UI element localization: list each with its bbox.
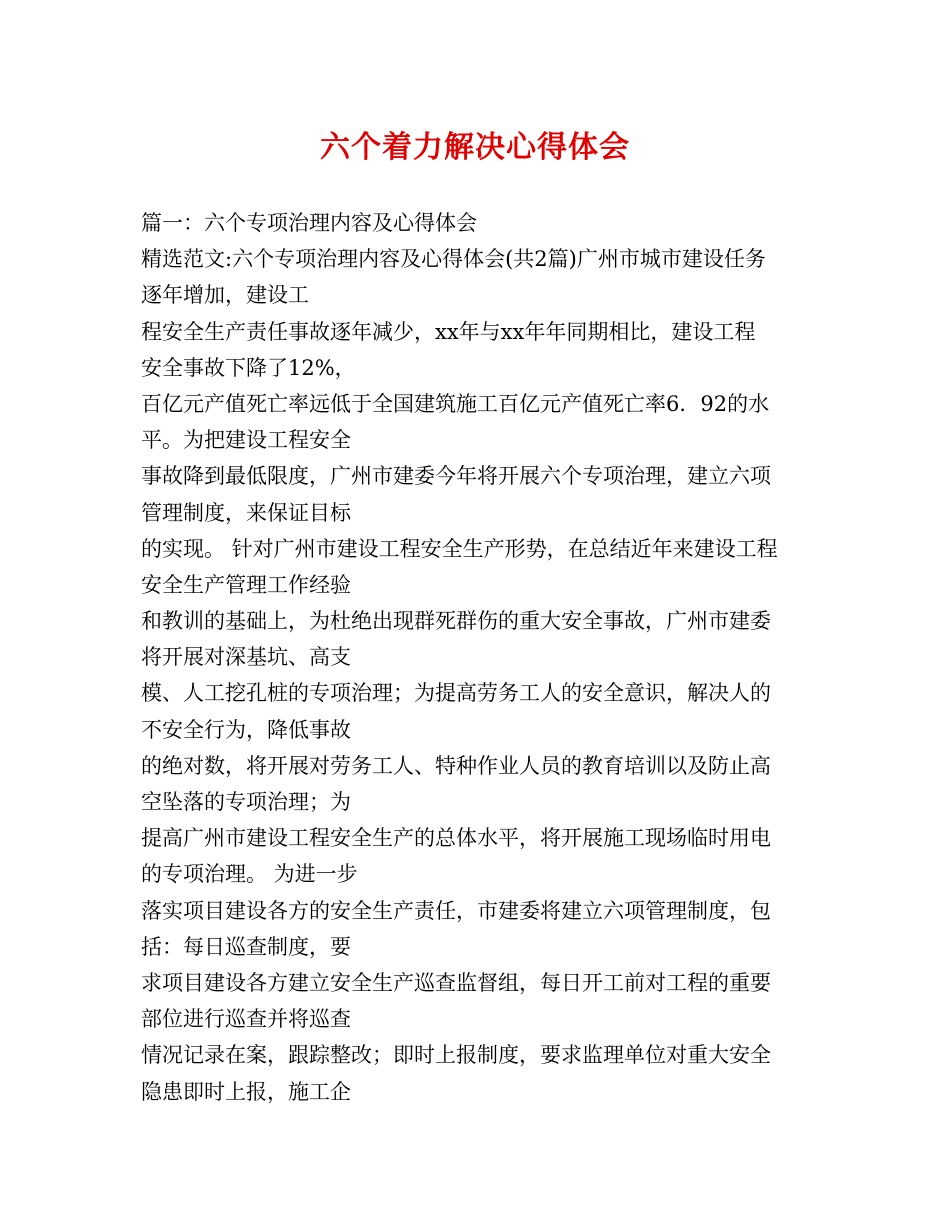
body-line: 篇一：六个专项治理内容及心得体会 — [141, 211, 477, 235]
body-line: 逐年增加，建设工 — [141, 283, 309, 308]
body-line: 空坠落的专项治理；为 — [141, 790, 351, 814]
body-line: 情况记录在案，跟踪整改；即时上报制度，要求监理单位对重大安全 — [141, 1043, 771, 1068]
body-line: 隐患即时上报，施工企 — [141, 1079, 351, 1104]
body-line: 的实现。 针对广州市建设工程安全生产形势，在总结近年来建设工程 — [141, 536, 778, 561]
body-line: 安全生产管理工作经验 — [141, 572, 351, 597]
body-line: 安全事故下降了12%， — [141, 355, 356, 380]
body-line: 的专项治理。 为进一步 — [141, 862, 358, 887]
body-line: 精选范文:六个专项治理内容及心得体会(共2篇)广州市城市建设任务 — [141, 247, 766, 272]
body-line: 和教训的基础上，为杜绝出现群死群伤的重大安全事故，广州市建委 — [141, 609, 771, 634]
body-line: 部位进行巡查并将巡查 — [141, 1007, 351, 1032]
body-line: 括：每日巡查制度，要 — [141, 934, 351, 959]
body-line: 落实项目建设各方的安全生产责任，市建委将建立六项管理制度，包 — [141, 898, 771, 923]
body-line: 不安全行为，降低事故 — [141, 717, 351, 742]
document-body — [141, 205, 821, 1110]
body-line: 平。为把建设工程安全 — [141, 428, 351, 453]
body-line: 事故降到最低限度，广州市建委今年将开展六个专项治理，建立六项 — [141, 464, 771, 489]
body-line: 模、人工挖孔桩的专项治理；为提高劳务工人的安全意识，解决人的 — [141, 681, 771, 706]
body-line: 提高广州市建设工程安全生产的总体水平，将开展施工现场临时用电 — [141, 826, 771, 851]
body-line: 百亿元产值死亡率远低于全国建筑施工百亿元产值死亡率6．92的水 — [141, 391, 770, 416]
body-line: 管理制度，来保证目标 — [141, 500, 351, 525]
body-line: 程安全生产责任事故逐年减少，xx年与xx年年同期相比，建设工程 — [141, 319, 756, 344]
body-line: 求项目建设各方建立安全生产巡查监督组，每日开工前对工程的重要 — [141, 970, 771, 995]
body-line: 的绝对数，将开展对劳务工人、特种作业人员的教育培训以及防止高 — [141, 753, 771, 778]
document-title: 六个着力解决心得体会 — [320, 130, 630, 165]
body-line: 将开展对深基坑、高支 — [141, 645, 351, 670]
